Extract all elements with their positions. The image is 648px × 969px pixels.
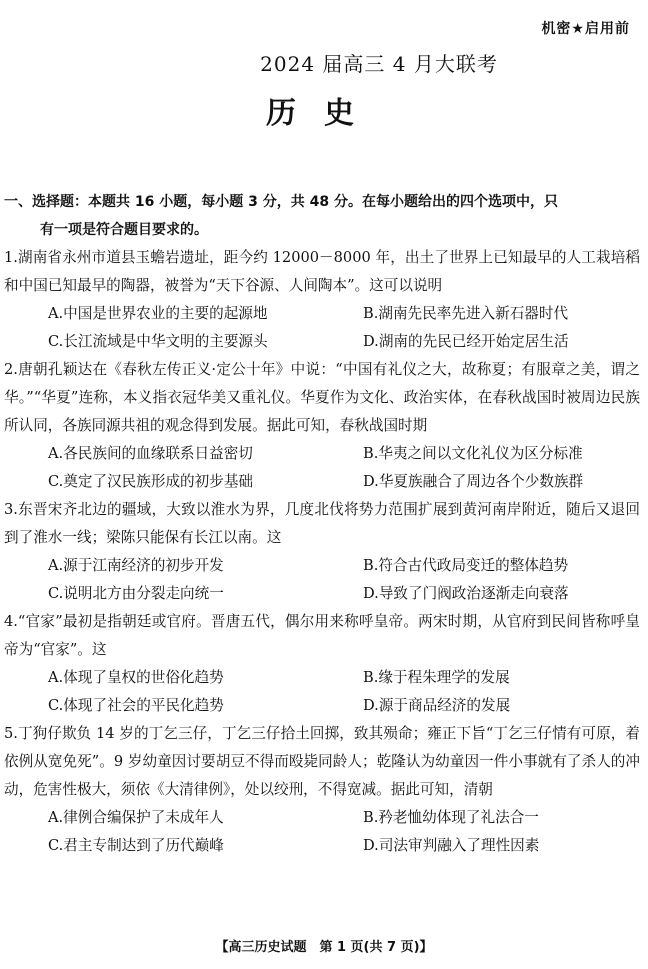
question-stem: 5.丁狗仔欺负 14 岁的丁乞三仔，丁乞三仔拾土回掷，致其殒命；雍正下旨“丁乞三仔情有可原，着依例从宽免死”。9 岁幼童因讨要胡豆不得而殴毙同龄人；乾隆认为幼童因一件小事就有了杀人的冲动，危害性极大，须依《大清律例》，处以绞刑，不得宽减。据此可知，清朝 [4,725,640,798]
option-a: A.各民族间的血缘联系日益密切 [48,445,253,462]
question-stem: 2.唐朝孔颖达在《春秋左传正义·定公十年》中说：“中国有礼仪之大，故称夏；有服章之美，谓之华。”“华夏”连称，本义指衣冠华美又重礼仪。华夏作为文化、政治实体，在春秋战国时被周边民族所认同，各族同源共祖的观念得到发展。据此可知，春秋战国时期 [4,361,640,434]
option-d: D.司法审判融入了理性因素 [363,837,540,854]
section-heading-line2: 有一项是符合题目要求的。 [40,222,208,238]
question-stem: 4.“官家”最初是指朝廷或官府。晋唐五代，偶尔用来称呼皇帝。两宋时期，从官府到民间皆称呼皇帝为“官家”。这 [4,613,640,658]
option-c: C.体现了社会的平民化趋势 [48,697,224,714]
option-a: A.中国是世界农业的主要的起源地 [48,305,268,322]
question-5 [4,720,640,860]
question-1 [4,244,640,356]
question-options [4,440,640,496]
question-2 [4,356,640,496]
question-3 [4,496,640,608]
subject-title: 历史 [266,96,382,131]
option-d: D.导致了门阀政治逐渐走向衰落 [363,585,569,602]
question-options [4,552,640,608]
option-c: C.君主专制达到了历代巅峰 [48,837,224,854]
option-a: A.律例合编保护了未成年人 [48,809,224,826]
secret-mark: 机密★启用前 [541,21,630,37]
option-b: B.湖南先民率先进入新石器时代 [363,305,569,322]
option-b: B.符合古代政局变迁的整体趋势 [363,557,569,574]
section-heading [4,188,640,244]
option-d: D.华夏族融合了周边各个少数族群 [363,473,584,490]
question-stem: 3.东晋宋齐北边的疆域，大致以淮水为界，几度北伐将势力范围扩展到黄河南岸附近，随后又退回到了淮水一线；梁陈只能保有长江以南。这 [4,501,640,546]
option-a: A.体现了皇权的世俗化趋势 [48,669,224,686]
option-c: C.说明北方由分裂走向统一 [48,585,224,602]
question-stem: 1.湖南省永州市道县玉蟾岩遗址，距今约 12000－8000 年，出土了世界上已知最早的人工栽培稻和中国已知最早的陶器，被誉为“天下谷源、人间陶本”。这可以说明 [4,249,640,294]
option-b: B.缘于程朱理学的发展 [363,669,510,686]
option-c: C.奠定了汉民族形成的初步基础 [48,473,254,490]
option-a: A.源于江南经济的初步开发 [48,557,224,574]
page-footer: 【高三历史试题 第 1 页(共 7 页)】 [215,940,433,955]
option-b: B.华夷之间以文化礼仪为区分标准 [363,445,583,462]
question-options [4,804,640,860]
exam-content [4,188,640,860]
option-d: D.湖南的先民已经开始定居生活 [363,333,569,350]
question-4 [4,608,640,720]
option-d: D.源于商品经济的发展 [363,697,511,714]
option-b: B.矜老恤幼体现了礼法合一 [363,809,539,826]
question-options [4,300,640,356]
option-c: C.长江流域是中华文明的主要源头 [48,333,268,350]
exam-title: 2024 届高三 4 月大联考 [260,52,498,76]
section-heading-line1: 一、选择题：本题共 16 小题，每小题 3 分，共 48 分。在每小题给出的四个选项中，只 [4,194,558,210]
question-options [4,664,640,720]
